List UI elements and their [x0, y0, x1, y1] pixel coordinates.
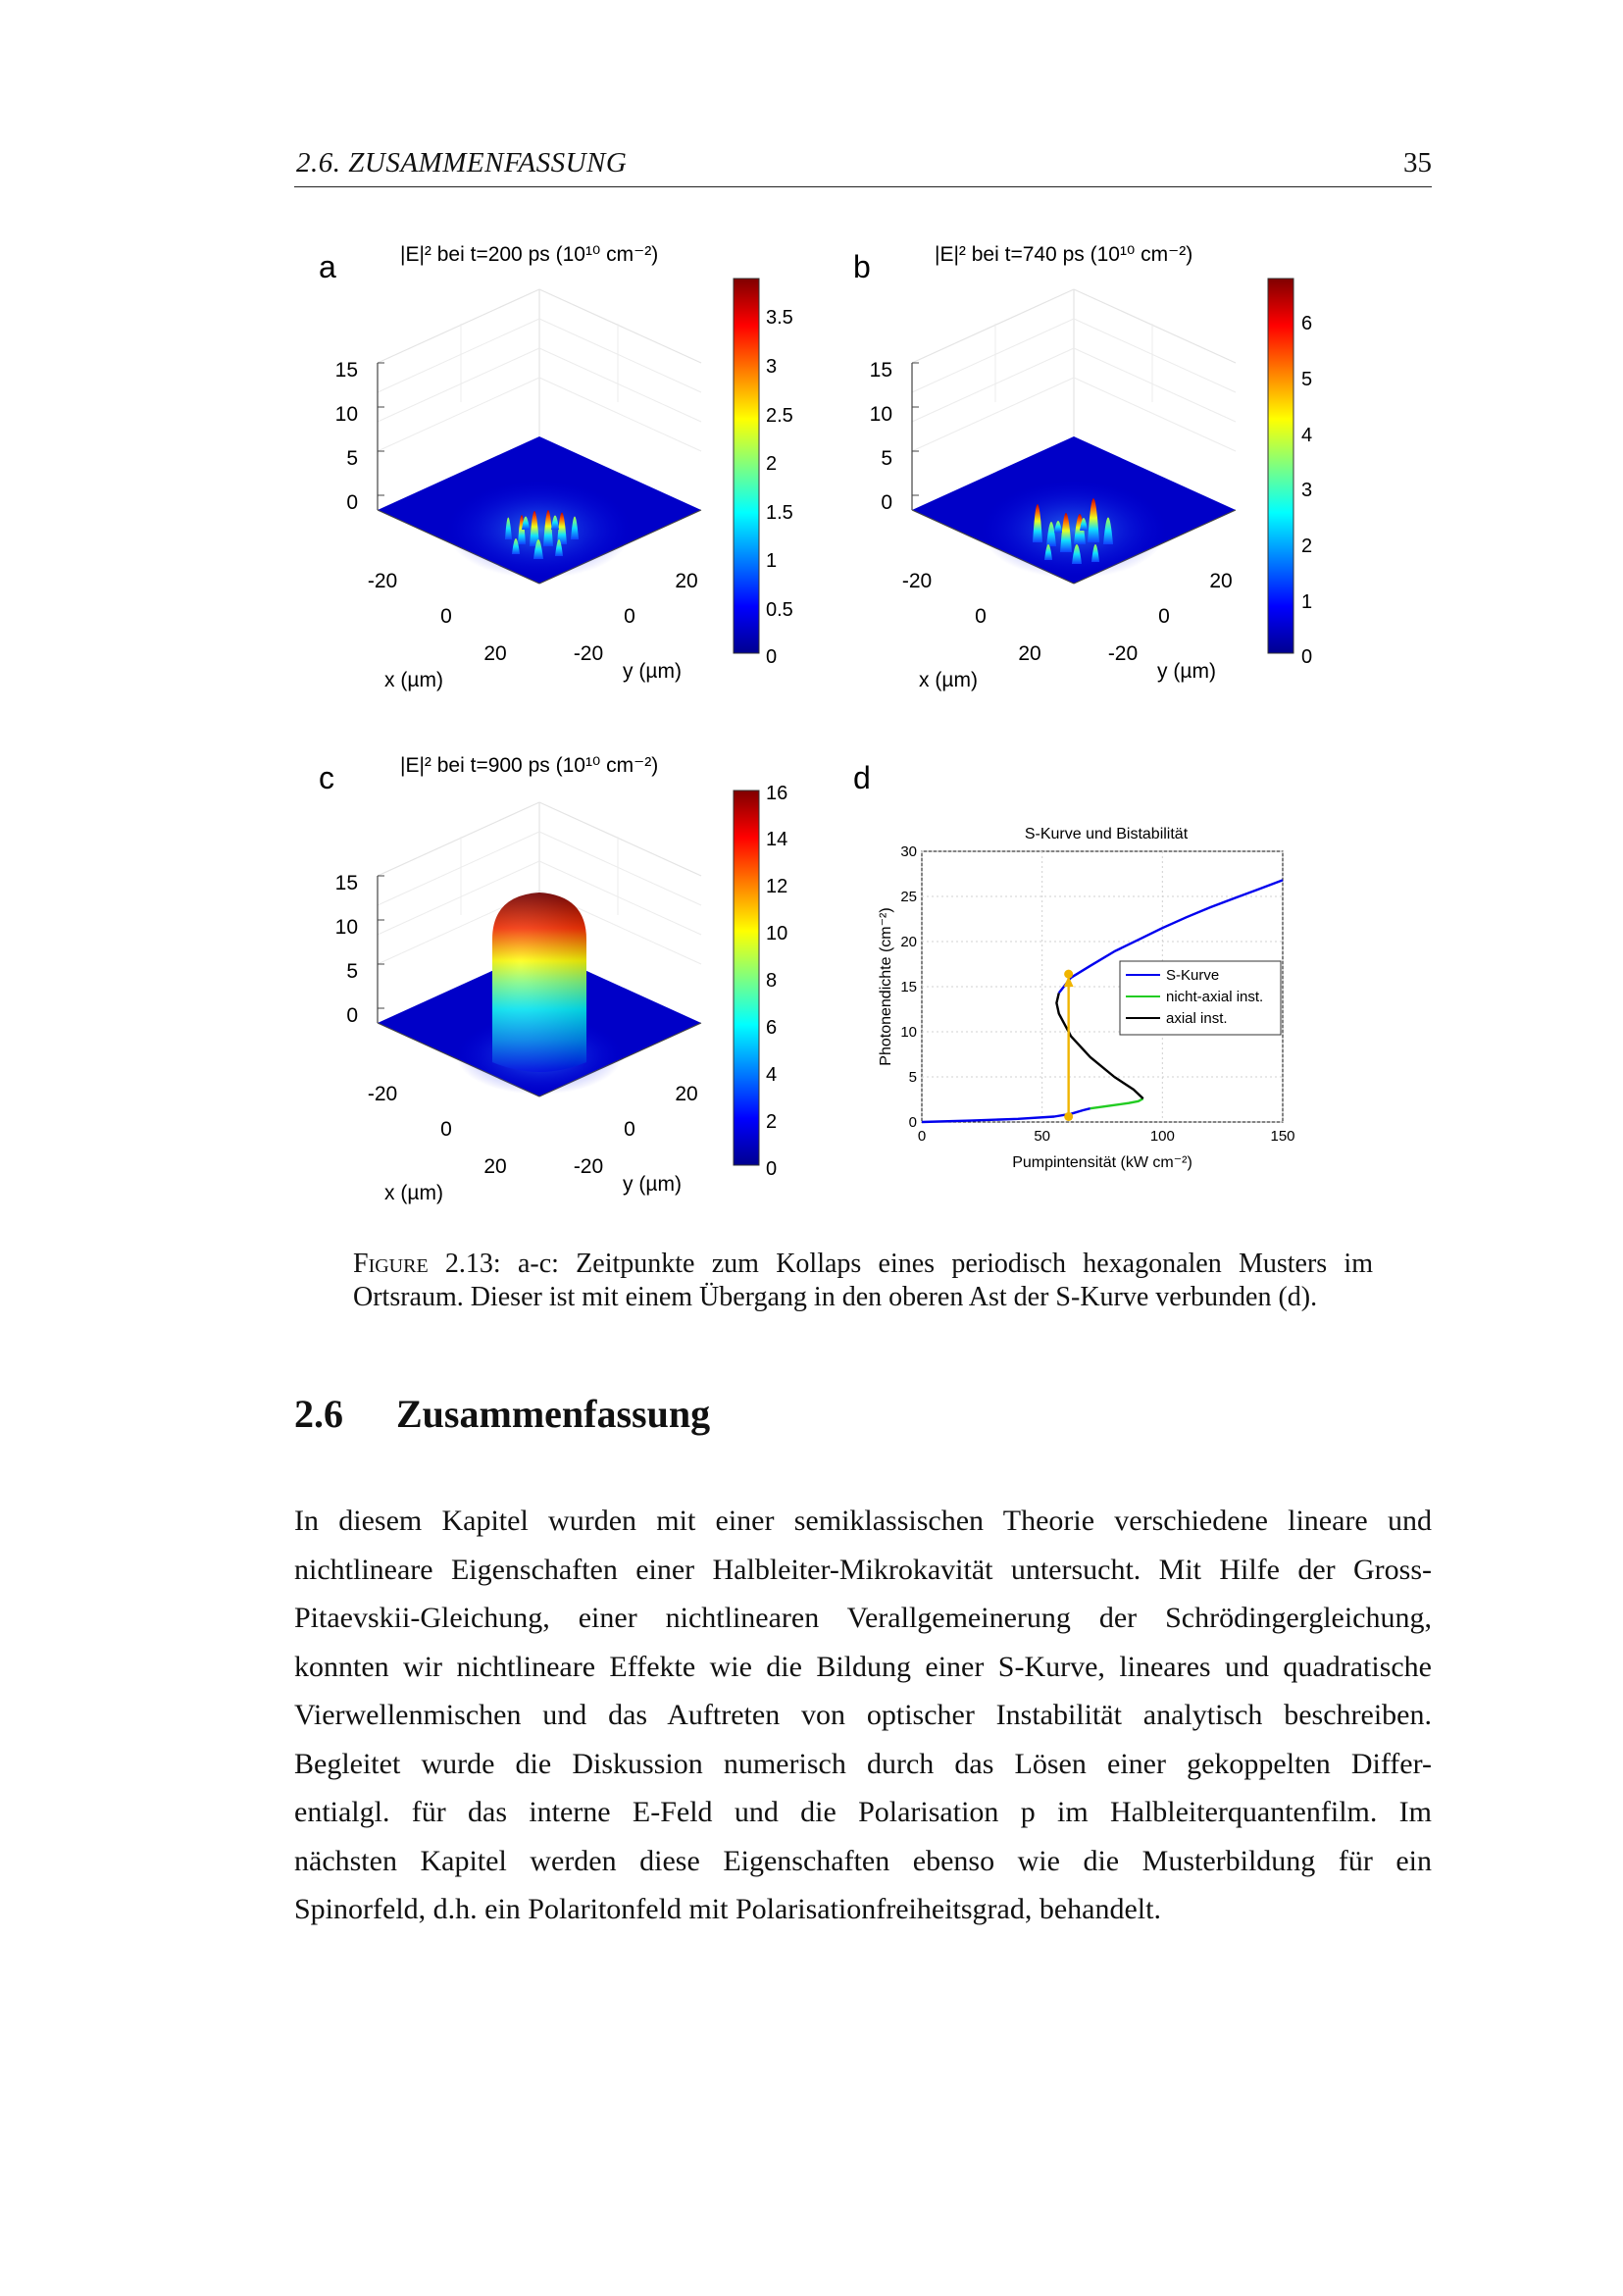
x-tick: 20	[1018, 642, 1041, 665]
panel-b-title: |E|² bei t=740 ps (10¹⁰ cm⁻²)	[935, 243, 1193, 266]
y-tick: 30	[900, 843, 917, 860]
x-tick: 0	[440, 605, 452, 628]
legend-label: nicht-axial inst.	[1166, 989, 1264, 1005]
arrow-end-marker	[1064, 970, 1073, 979]
legend	[1120, 961, 1281, 1035]
x-tick: 50	[1034, 1128, 1051, 1145]
z-tick: 0	[346, 1004, 358, 1027]
colorbar-tick: 6	[1301, 313, 1313, 334]
y-tick: 15	[900, 979, 917, 995]
colorbar-tick: 0	[766, 646, 778, 668]
y-axis-label: y (µm)	[623, 660, 682, 683]
z-tick: 5	[346, 960, 358, 983]
panel-letter-c: c	[319, 760, 334, 795]
text-line: Vierwellenmischen und das Auftreten von optischer Instabilität analytisch beschreiben.	[294, 1699, 1432, 1731]
colorbar-tick: 16	[766, 783, 788, 804]
colorbar-tick: 1	[1301, 591, 1313, 613]
colorbar-a	[734, 279, 759, 653]
chart-title: S-Kurve und Bistabilität	[1024, 826, 1189, 842]
z-tick: 10	[334, 916, 358, 939]
section-number: 2.6	[294, 1392, 343, 1436]
colorbar-tick: 4	[1301, 425, 1313, 446]
panel-letter-a: a	[319, 249, 336, 284]
y-tick: 20	[675, 570, 698, 592]
colorbar-tick: 0	[766, 1158, 778, 1180]
page-number: 35	[1403, 147, 1432, 179]
z-tick: 0	[346, 491, 358, 514]
x-tick: 100	[1149, 1128, 1175, 1145]
colorbar-tick: 5	[1301, 369, 1313, 390]
panel-letter-d: d	[853, 760, 871, 795]
colorbar-tick: 8	[766, 970, 778, 992]
section-heading	[294, 1391, 710, 1437]
x-tick: 150	[1270, 1128, 1295, 1145]
panel-b	[853, 243, 1312, 691]
x-tick: 20	[483, 642, 507, 665]
y-tick: -20	[573, 642, 604, 665]
y-tick: 0	[624, 605, 635, 628]
text-line: Spinorfeld, d.h. ein Polaritonfeld mit Polarisationfreiheitsgrad, behandelt.	[294, 1893, 1161, 1925]
z-tick: 15	[334, 359, 358, 382]
colorbar-tick: 2	[766, 453, 778, 475]
x-axis-label: x (µm)	[384, 669, 443, 691]
y-tick: 20	[675, 1083, 698, 1105]
colorbar-tick: 1	[766, 550, 778, 572]
colorbar-tick: 12	[766, 876, 788, 897]
arrow-start-marker	[1064, 1112, 1073, 1121]
panel-letter-b: b	[853, 249, 871, 284]
y-tick: 10	[900, 1024, 917, 1041]
colorbar-tick: 14	[766, 829, 788, 850]
colorbar-tick: 10	[766, 923, 788, 944]
y-tick: -20	[1107, 642, 1139, 665]
y-tick: 0	[908, 1114, 917, 1131]
text-line: nichtlineare Eigenschaften einer Halbleiter-Mikrokavität untersucht. Mit Hilfe der Gross-	[294, 1553, 1432, 1586]
text-line: nächsten Kapitel werden diese Eigenschaften ebenso wie die Musterbildung für ein	[294, 1844, 1432, 1877]
panel-c	[319, 754, 787, 1204]
colorbar-tick: 2.5	[766, 405, 793, 427]
z-tick: 15	[334, 872, 358, 894]
x-axis-label: x (µm)	[919, 669, 978, 691]
text-line: Begleitet wurde die Diskussion numerisch durch das Lösen einer gekoppelten Differ-	[294, 1747, 1432, 1780]
text-line: In diesem Kapitel wurden mit einer semiklassischen Theorie verschiedene lineare und	[294, 1505, 1432, 1537]
caption-text: a-c: Zeitpunkte zum Kollaps eines periodisch hexagonalen Musters im Ortsraum. Dieser ist mit einem Übergang in den oberen Ast der S-Kurve verbunden (d).	[353, 1249, 1373, 1312]
colorbar-tick: 6	[766, 1017, 778, 1039]
x-tick: 0	[917, 1128, 927, 1145]
y-tick: 25	[900, 889, 917, 905]
text-line: konnten wir nichtlineare Effekte wie die Bildung einer S-Kurve, lineares und quadratische	[294, 1650, 1432, 1683]
x-axis-label: x (µm)	[384, 1182, 443, 1204]
body-paragraph	[294, 1497, 1432, 1934]
y-axis-label: y (µm)	[1157, 660, 1216, 683]
colorbar-tick: 0.5	[766, 599, 793, 621]
z-tick: 5	[881, 447, 892, 470]
z-tick: 10	[334, 403, 358, 426]
figure-caption	[353, 1248, 1373, 1314]
text-line: entialgl. für das interne E-Feld und die Polarisation p im Halbleiterquantenfilm. Im	[294, 1796, 1432, 1828]
running-head-title: 2.6. ZUSAMMENFASSUNG	[296, 147, 628, 179]
y-tick: 0	[624, 1118, 635, 1141]
panel-c-title: |E|² bei t=900 ps (10¹⁰ cm⁻²)	[400, 754, 659, 777]
s-curve-chart	[878, 826, 1295, 1171]
x-tick: 0	[440, 1118, 452, 1141]
x-tick: -20	[901, 570, 933, 592]
colorbar-c	[734, 791, 759, 1165]
colorbar-tick: 3	[766, 356, 778, 378]
y-axis-label: Photonendichte (cm⁻²)	[878, 907, 894, 1066]
colorbar-tick: 4	[766, 1064, 778, 1086]
colorbar-b	[1268, 279, 1293, 653]
colorbar-tick: 2	[1301, 536, 1313, 557]
section-title: Zusammenfassung	[396, 1392, 711, 1436]
x-tick: 20	[483, 1155, 507, 1178]
y-tick: 0	[1158, 605, 1170, 628]
colorbar-tick: 3	[1301, 480, 1313, 501]
caption-label: Figure 2.13:	[353, 1249, 501, 1279]
y-tick: 20	[1209, 570, 1233, 592]
panel-d	[853, 760, 1295, 1171]
colorbar-tick: 0	[1301, 646, 1313, 668]
colorbar-tick: 2	[766, 1111, 778, 1133]
y-tick: 20	[900, 934, 917, 950]
panel-a	[319, 243, 793, 691]
y-tick: -20	[573, 1155, 604, 1178]
z-tick: 10	[869, 403, 892, 426]
x-tick: 0	[975, 605, 987, 628]
text-line: Pitaevskii-Gleichung, einer nichtlinearen Verallgemeinerung der Schrödingergleichung,	[294, 1602, 1432, 1634]
panel-a-title: |E|² bei t=200 ps (10¹⁰ cm⁻²)	[400, 243, 659, 266]
z-tick: 15	[869, 359, 892, 382]
y-axis-label: y (µm)	[623, 1173, 682, 1196]
x-tick: -20	[367, 570, 398, 592]
y-tick: 5	[908, 1069, 917, 1086]
colorbar-tick: 1.5	[766, 502, 793, 524]
legend-label: S-Kurve	[1166, 967, 1220, 984]
z-tick: 5	[346, 447, 358, 470]
legend-label: axial inst.	[1166, 1010, 1228, 1027]
colorbar-tick: 3.5	[766, 307, 793, 329]
x-tick: -20	[367, 1083, 398, 1105]
z-tick: 0	[881, 491, 892, 514]
x-axis-label: Pumpintensität (kW cm⁻²)	[1012, 1154, 1192, 1171]
